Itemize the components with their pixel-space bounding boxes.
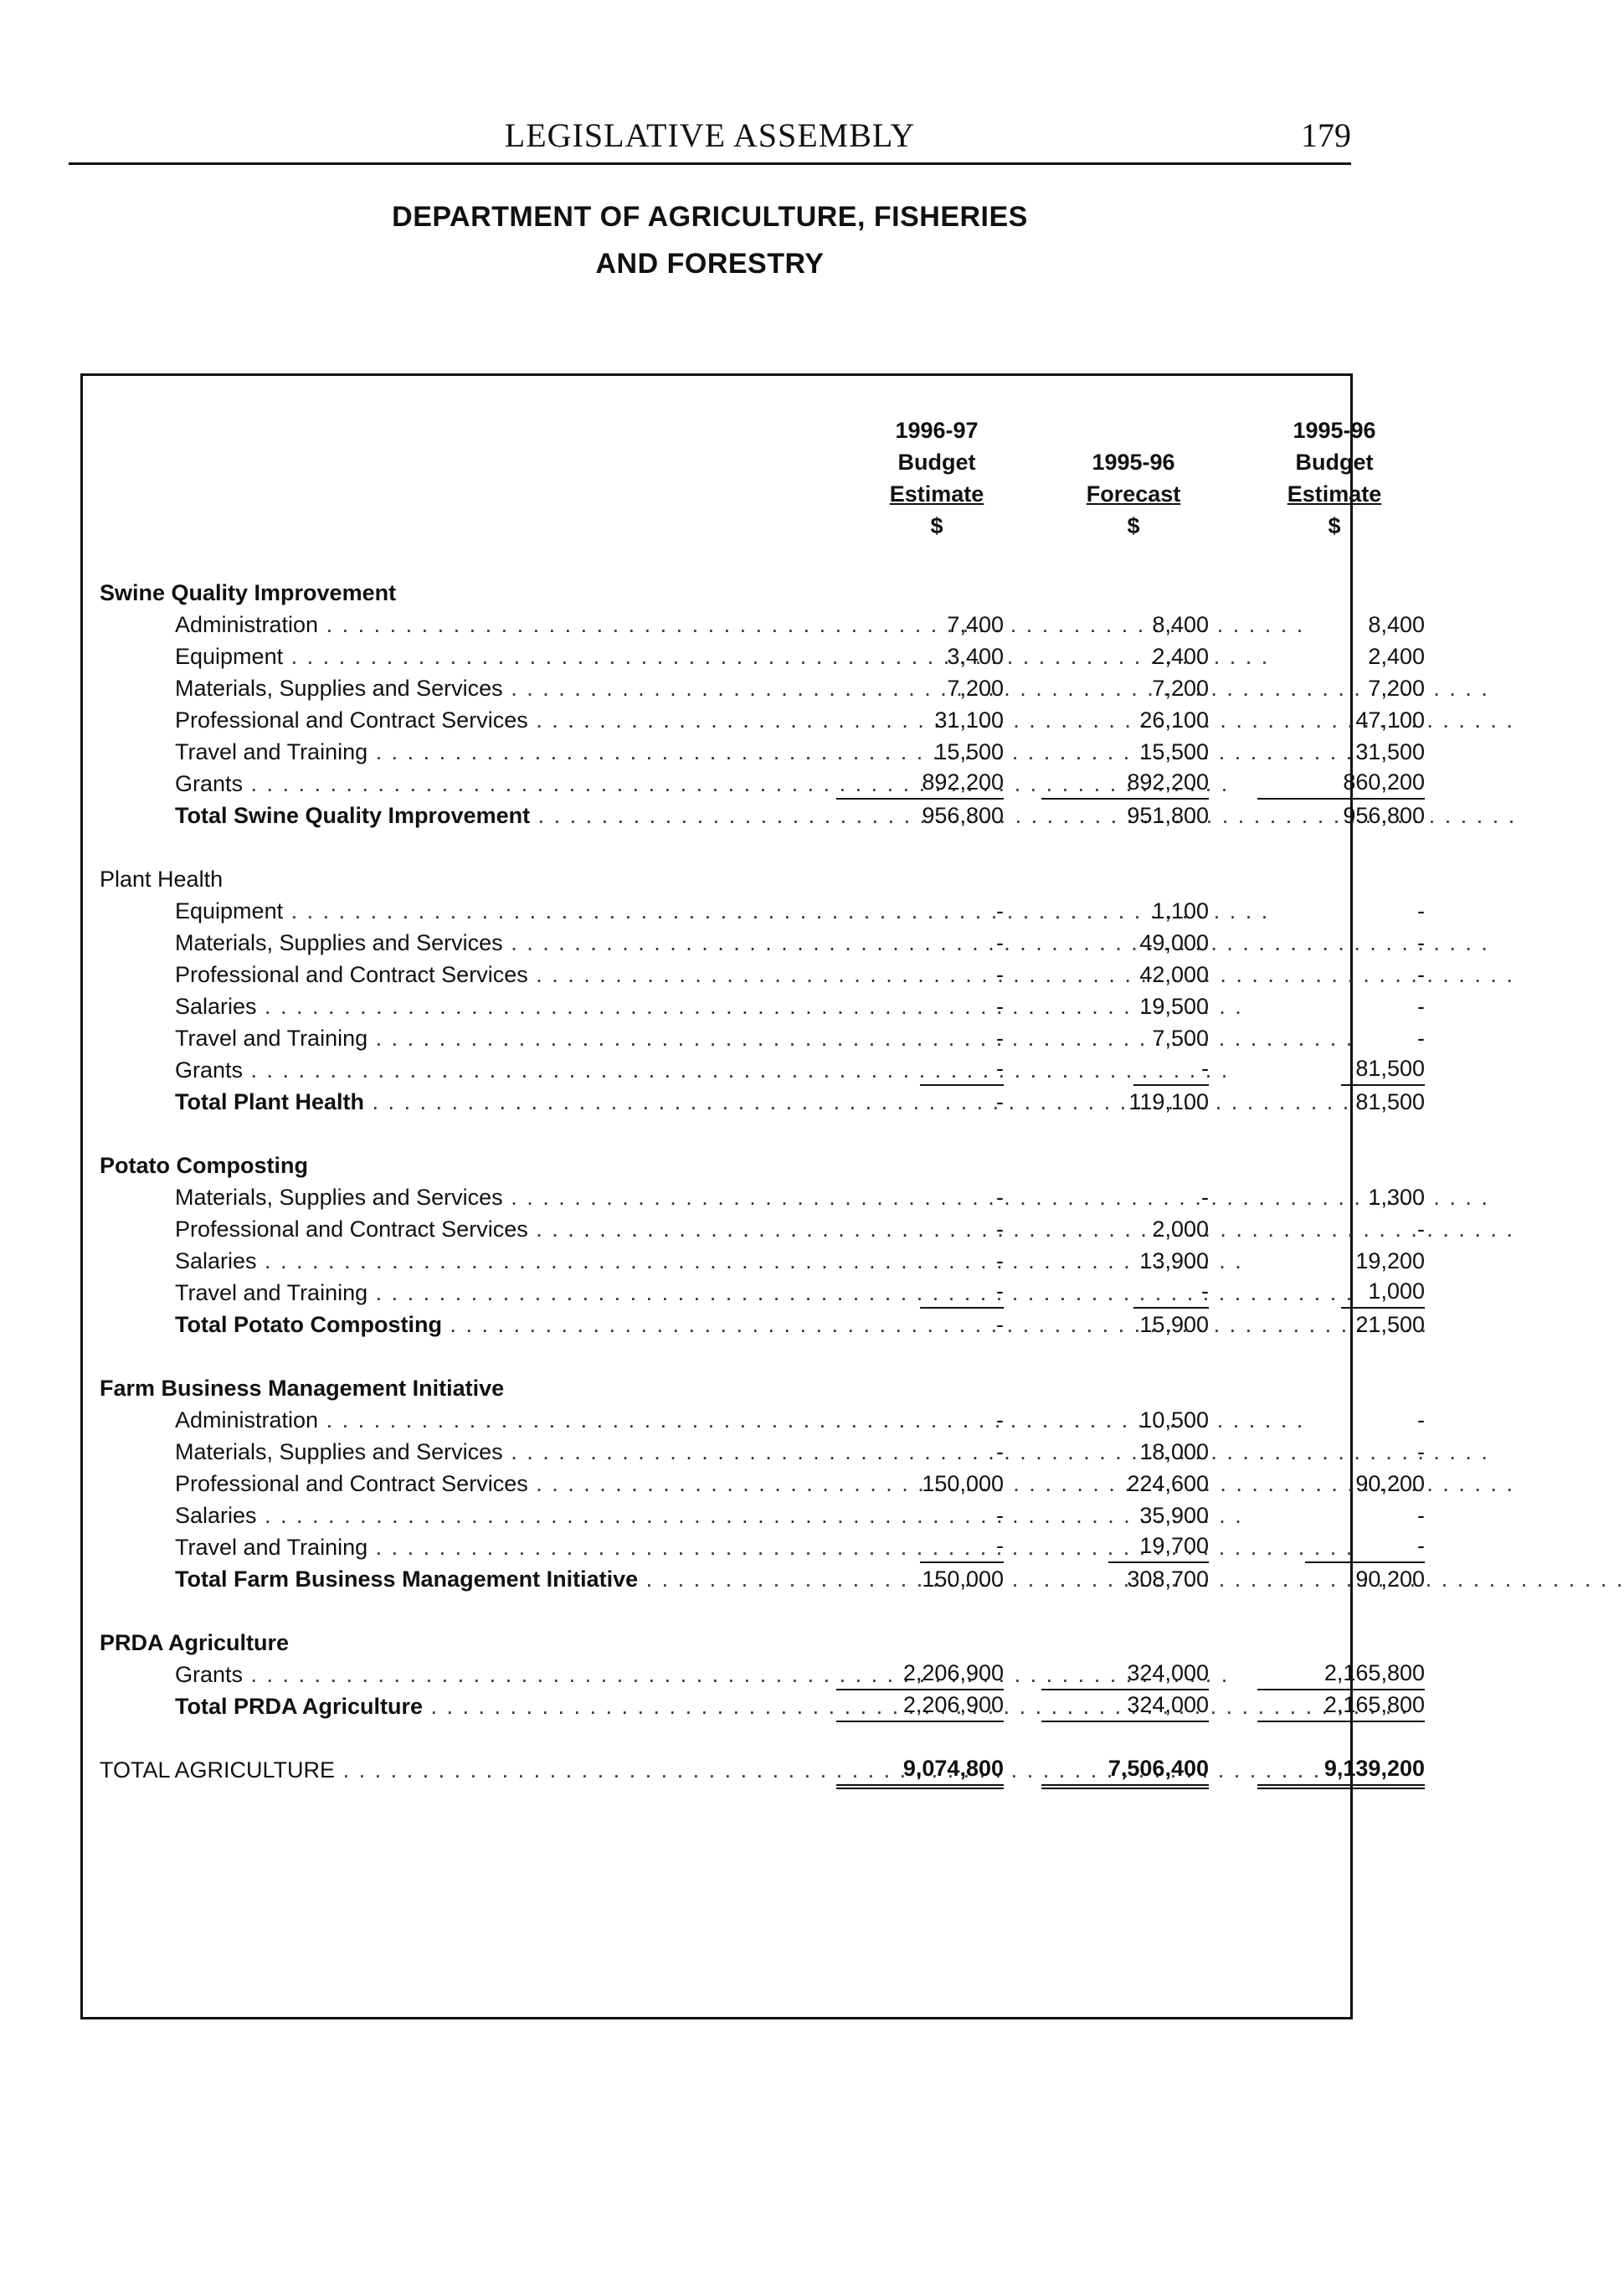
section-heading-row [83, 577, 1355, 609]
column-header-line: Estimate [1287, 481, 1382, 507]
table-row [83, 704, 1425, 736]
subtotal-row [83, 1086, 1425, 1118]
budget-table [80, 373, 1425, 2019]
cell-1996-97-budget: - [996, 1217, 1004, 1242]
cell-1996-97-budget: - [996, 1248, 1004, 1273]
column-header-line: 1996-97 [895, 418, 979, 443]
cell-1995-96-forecast: 35,900 [1139, 1503, 1209, 1528]
row-label: Grants . . . [175, 768, 836, 800]
section-heading-row [83, 1372, 1355, 1404]
cell-1995-96-budget: 8,400 [1368, 612, 1425, 637]
cell-1996-97-budget: - [996, 898, 1004, 923]
column-header-line: Budget [897, 450, 976, 475]
row-label: Materials, Supplies and Services . . . [175, 1181, 836, 1213]
table-row [83, 959, 1425, 990]
cell-1996-97-budget: - [996, 1503, 1004, 1528]
cell-1995-96-budget: 860,200 [1257, 768, 1425, 800]
column-header-line [1041, 414, 1226, 446]
row-label: Salaries . . . [175, 1500, 836, 1531]
row-label: Travel and Training . . . [175, 1531, 836, 1563]
table-row [83, 609, 1425, 640]
column-header-currency: $ [1127, 513, 1140, 538]
table-row [83, 1659, 1425, 1690]
subtotal-label: Total Farm Business Management Initiative . . . [175, 1563, 836, 1595]
row-label: Materials, Supplies and Services . . . [175, 672, 836, 704]
cell-1995-96-budget: - [1417, 1503, 1425, 1528]
cell-1995-96-forecast: 224,600 [1127, 1471, 1209, 1496]
cell-1996-97-budget: - [996, 1089, 1004, 1114]
cell-1995-96-budget: 2,165,800 [1257, 1690, 1425, 1722]
row-label: Professional and Contract Services . . . [175, 704, 836, 736]
cell-1996-97-budget: - [920, 1277, 1004, 1309]
cell-1995-96-forecast: 19,700 [1108, 1531, 1209, 1563]
cell-1995-96-budget: - [1305, 1531, 1425, 1563]
cell-1995-96-budget: - [1417, 1026, 1425, 1051]
row-label: Professional and Contract Services . . . [175, 959, 836, 990]
table-row [83, 895, 1425, 927]
cell-1995-96-budget: 19,200 [1355, 1248, 1425, 1273]
cell-1995-96-forecast: 308,700 [1127, 1566, 1209, 1592]
cell-1995-96-budget: 31,500 [1355, 739, 1425, 764]
cell-1996-97-budget: - [996, 1439, 1004, 1464]
subtotal-row [83, 1309, 1425, 1340]
table-row [83, 927, 1425, 959]
row-label: Grants . . . [175, 1659, 836, 1690]
section-title: Farm Business Management Initiative [100, 1376, 505, 1401]
cell-1995-96-forecast: 42,000 [1139, 962, 1209, 987]
page-number: 179 [1301, 116, 1351, 154]
cell-1995-96-budget: 47,100 [1355, 707, 1425, 733]
cell-1996-97-budget: - [920, 1054, 1004, 1086]
table-row [83, 672, 1425, 704]
column-header-1995-96-forecast [1041, 414, 1226, 542]
row-label: Travel and Training . . . [175, 1022, 836, 1054]
cell-1995-96-forecast: 1,100 [1152, 898, 1209, 923]
cell-1995-96-budget: 21,500 [1355, 1312, 1425, 1337]
cell-1995-96-budget: - [1417, 1217, 1425, 1242]
table-row [83, 1500, 1425, 1531]
cell-1995-96-budget: 81,500 [1355, 1089, 1425, 1114]
cell-1995-96-forecast: 13,900 [1139, 1248, 1209, 1273]
column-header-line: 1995-96 [1092, 450, 1175, 475]
column-header-currency: $ [930, 513, 943, 538]
cell-1995-96-budget: 2,165,800 [1257, 1659, 1425, 1690]
cell-1996-97-budget: - [920, 1531, 1004, 1563]
row-label: Materials, Supplies and Services . . . [175, 927, 836, 959]
cell-1995-96-forecast: - [1133, 1277, 1209, 1309]
table-row [83, 1245, 1425, 1277]
cell-1995-96-budget: 90,200 [1355, 1566, 1425, 1592]
column-header-line: 1995-96 [1293, 418, 1376, 443]
cell-1995-96-budget: 7,200 [1368, 676, 1425, 701]
row-label: Professional and Contract Services . . . [175, 1213, 836, 1245]
subtotal-row [83, 1690, 1425, 1722]
row-label: Administration . . . [175, 1404, 836, 1436]
cell-1995-96-forecast: 7,200 [1152, 676, 1209, 701]
cell-1995-96-budget: - [1417, 1439, 1425, 1464]
department-title-line1: DEPARTMENT OF AGRICULTURE, FISHERIES [392, 201, 1028, 233]
cell-1995-96-forecast: 49,000 [1139, 930, 1209, 955]
subtotal-label: Total PRDA Agriculture . . . [175, 1690, 836, 1722]
column-header-line: Forecast [1086, 481, 1181, 507]
cell-1996-97-budget: 150,000 [922, 1471, 1004, 1496]
cell-1995-96-forecast: - [1201, 1185, 1209, 1210]
section-title: PRDA Agriculture [100, 1630, 290, 1655]
row-label: Equipment . . . [175, 640, 836, 672]
table-row [83, 768, 1425, 800]
table-row [83, 1531, 1425, 1563]
row-label: Materials, Supplies and Services . . . [175, 1436, 836, 1468]
cell-1995-96-forecast: - [1133, 1054, 1209, 1086]
cell-1995-96-forecast: 951,800 [1127, 803, 1209, 828]
cell-1995-96-forecast: 324,000 [1041, 1659, 1209, 1690]
cell-1995-96-forecast: 18,000 [1139, 1439, 1209, 1464]
column-header-1995-96-budget [1242, 414, 1426, 542]
cell-1996-97-budget: 7,200 [947, 676, 1004, 701]
row-label: Professional and Contract Services . . . [175, 1468, 836, 1500]
cell-1996-97-budget: - [996, 1185, 1004, 1210]
row-label: Administration . . . [175, 609, 836, 640]
cell-1996-97-budget: - [996, 1026, 1004, 1051]
cell-1995-96-forecast: 7,500 [1152, 1026, 1209, 1051]
cell-1996-97-budget: 31,100 [934, 707, 1004, 733]
table-row [83, 990, 1425, 1022]
column-header-line: Budget [1295, 450, 1374, 475]
cell-1996-97-budget: - [996, 1407, 1004, 1433]
cell-1996-97-budget: 892,200 [836, 768, 1004, 800]
row-label: Salaries . . . [175, 990, 836, 1022]
cell-1995-96-budget: 1,300 [1368, 1185, 1425, 1210]
cell-1995-96-budget: - [1417, 930, 1425, 955]
subtotal-label: Total Potato Composting . . . [175, 1309, 836, 1340]
section-heading-row [83, 1150, 1355, 1181]
cell-1995-96-forecast: 119,100 [1128, 1089, 1209, 1114]
cell-1996-97-budget: 150,000 [922, 1566, 1004, 1592]
cell-1995-96-budget: 956,800 [1343, 803, 1425, 828]
table-row [83, 1404, 1425, 1436]
cell-1995-96-budget: 1,000 [1341, 1277, 1425, 1309]
cell-1996-97-budget: - [996, 1312, 1004, 1337]
cell-1996-97-budget: 2,206,900 [836, 1659, 1004, 1690]
column-header-1996-97-budget [853, 414, 1020, 542]
running-title: LEGISLATIVE ASSEMBLY [504, 116, 916, 154]
section-heading-row [83, 863, 1355, 895]
section-title: Potato Composting [100, 1153, 308, 1178]
cell-1996-97-budget: 956,800 [922, 803, 1004, 828]
cell-1995-96-forecast: 2,000 [1152, 1217, 1209, 1242]
row-label: Travel and Training . . . [175, 736, 836, 768]
cell-1996-97-budget: 15,500 [934, 739, 1004, 764]
cell-1995-96-forecast: 19,500 [1139, 994, 1209, 1019]
cell-1995-96-budget: 81,500 [1341, 1054, 1425, 1086]
table-row [83, 1054, 1425, 1086]
cell-1996-97-budget: - [996, 930, 1004, 955]
section-heading-row [83, 1627, 1355, 1659]
table-row [83, 1436, 1425, 1468]
table-row [83, 640, 1425, 672]
page-header [69, 116, 1351, 165]
subtotal-label: Total Plant Health . . . [175, 1086, 836, 1118]
table-row [83, 1022, 1425, 1054]
cell-1995-96-budget: - [1417, 1407, 1425, 1433]
subtotal-label: Total Swine Quality Improvement . . . [175, 800, 836, 831]
section-title: Plant Health [100, 867, 224, 892]
column-header-currency: $ [1328, 513, 1341, 538]
row-label: Salaries . . . [175, 1245, 836, 1277]
cell-1995-96-forecast: 26,100 [1139, 707, 1209, 733]
cell-1996-97-budget: - [996, 994, 1004, 1019]
cell-1995-96-forecast: 15,500 [1139, 739, 1209, 764]
cell-1995-96-forecast: 15,900 [1139, 1312, 1209, 1337]
row-label: Travel and Training . . . [175, 1277, 836, 1309]
subtotal-row [83, 1563, 1425, 1595]
cell-1996-97-budget: - [996, 962, 1004, 987]
table-row [83, 1468, 1425, 1500]
cell-1995-96-budget: - [1417, 962, 1425, 987]
cell-1995-96-budget: - [1417, 898, 1425, 923]
cell-1995-96-forecast: 324,000 [1041, 1690, 1209, 1722]
cell-1995-96-forecast: 892,200 [1041, 768, 1209, 800]
table-row [83, 1213, 1425, 1245]
table-row [83, 736, 1425, 768]
cell-1996-97-budget: 7,400 [947, 612, 1004, 637]
row-label: Equipment . . . [175, 895, 836, 927]
cell-1996-97-budget: 3,400 [947, 644, 1004, 669]
table-row [83, 1181, 1425, 1213]
cell-1996-97-budget: 2,206,900 [836, 1690, 1004, 1722]
grand-total-label: TOTAL AGRICULTURE . . . [100, 1754, 836, 1786]
table-row [83, 1277, 1425, 1309]
cell-1995-96-forecast: 10,500 [1139, 1407, 1209, 1433]
section-title: Swine Quality Improvement [100, 580, 397, 605]
grand-total-row [83, 1754, 1425, 1786]
row-label: Grants . . . [175, 1054, 836, 1086]
department-title-line2: AND FORESTRY [595, 248, 825, 280]
cell-1995-96-forecast: 2,400 [1152, 644, 1209, 669]
cell-1995-96-budget: 90,200 [1355, 1471, 1425, 1496]
cell-1995-96-forecast: 7,506,400 [1041, 1754, 1209, 1789]
column-header-line: Estimate [889, 481, 984, 507]
cell-1996-97-budget: 9,074,800 [836, 1754, 1004, 1789]
cell-1995-96-budget: - [1417, 994, 1425, 1019]
cell-1995-96-budget: 2,400 [1368, 644, 1425, 669]
cell-1995-96-budget: 9,139,200 [1257, 1754, 1425, 1789]
cell-1995-96-forecast: 8,400 [1152, 612, 1209, 637]
subtotal-row [83, 800, 1425, 831]
